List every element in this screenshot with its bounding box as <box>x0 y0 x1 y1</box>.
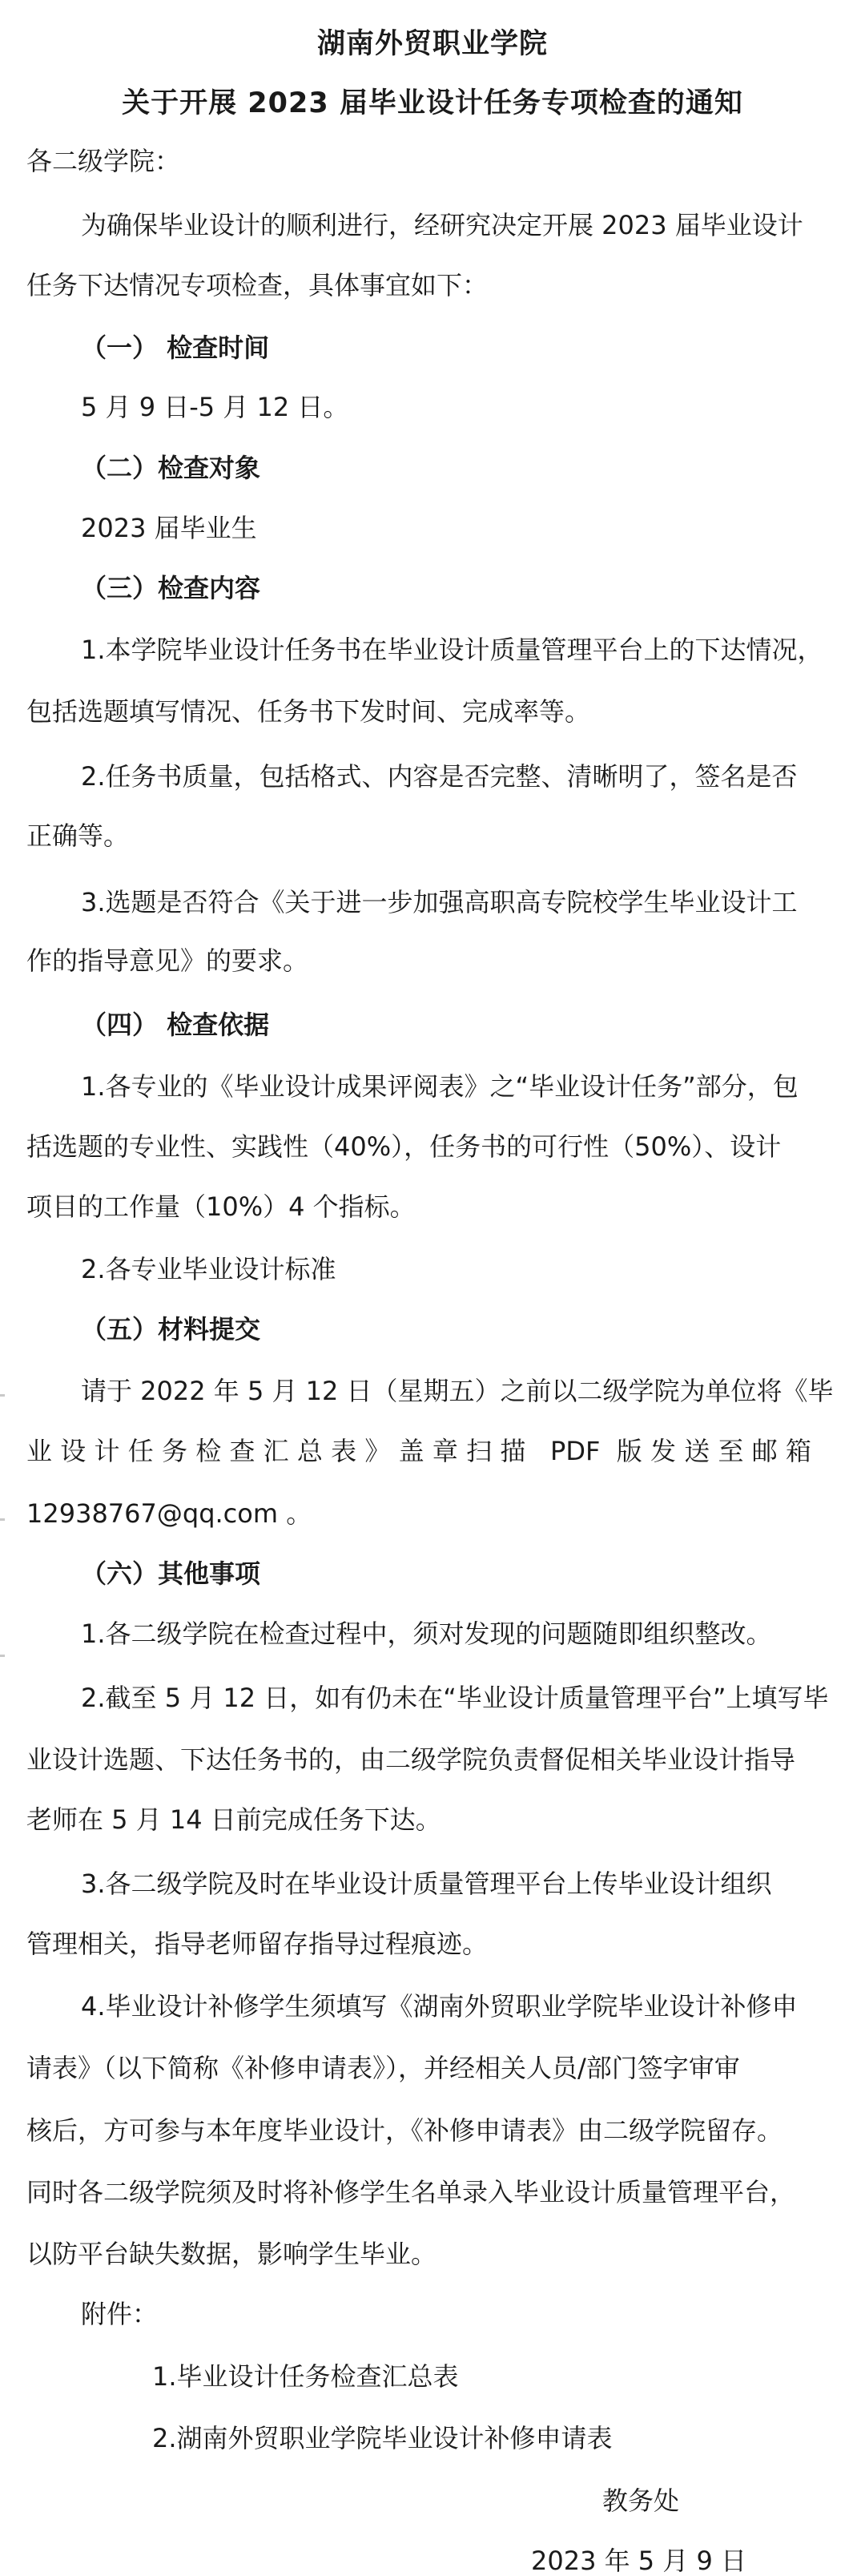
attachments-label: 附件： <box>81 2299 159 2329</box>
section-line: 业设计任务检查汇总表》盖章扫描 PDF 版发送至邮箱 <box>26 1436 811 1466</box>
attachment-item: 1.毕业设计任务检查汇总表 <box>152 2361 459 2392</box>
page-edge-mark <box>0 1394 5 1397</box>
section-line: 4.毕业设计补修学生须填写《湖南外贸职业学院毕业设计补修申 <box>81 1991 798 2022</box>
section-heading-submission: （五）材料提交 <box>81 1314 261 1344</box>
page-edge-mark <box>0 1518 5 1521</box>
section-heading-basis: （四） 检查依据 <box>81 1010 270 1040</box>
email-line: 12938767@qq.com 。 <box>26 1498 312 1529</box>
section-line: 5 月 9 日-5 月 12 日。 <box>81 392 349 422</box>
section-line: 包括选题填写情况、任务书下发时间、完成率等。 <box>26 696 591 727</box>
section-line: 请于 2022 年 5 月 12 日（星期五）之前以二级学院为单位将《毕 <box>81 1376 834 1406</box>
section-line: 正确等。 <box>26 820 130 851</box>
section-heading-time: （一） 检查时间 <box>81 333 270 363</box>
page-edge-mark <box>0 1655 5 1657</box>
section-line: 老师在 5 月 14 日前完成任务下达。 <box>26 1804 441 1835</box>
notice-title: 关于开展 2023 届毕业设计任务专项检查的通知 <box>122 87 743 119</box>
section-line: 1.各专业的《毕业设计成果评阅表》之“毕业设计任务”部分，包 <box>81 1071 799 1102</box>
issue-date: 2023 年 5 月 9 日 <box>531 2546 747 2576</box>
section-line: 3.各二级学院及时在毕业设计质量管理平台上传毕业设计组织 <box>81 1869 772 1899</box>
section-line: 业设计选题、下达任务书的，由二级学院负责督促相关毕业设计指导 <box>26 1744 796 1775</box>
section-line: 以防平台缺失数据，影响学生毕业。 <box>26 2239 437 2269</box>
intro-line: 为确保毕业设计的顺利进行，经研究决定开展 2023 届毕业设计 <box>81 210 803 240</box>
section-line: 1.各二级学院在检查过程中，须对发现的问题随即组织整改。 <box>81 1619 772 1649</box>
section-line: 括选题的专业性、实践性（40%），任务书的可行性（50%）、设计 <box>26 1131 782 1162</box>
section-heading-content: （三）检查内容 <box>81 573 261 603</box>
section-line: 2023 届毕业生 <box>81 513 257 543</box>
section-line: 管理相关，指导老师留存指导过程痕迹。 <box>26 1929 489 1959</box>
attachment-item: 2.湖南外贸职业学院毕业设计补修申请表 <box>152 2423 613 2453</box>
section-line: 请表》（以下简称《补修申请表》），并经相关人员/部门签字审审 <box>26 2053 740 2083</box>
section-heading-other: （六）其他事项 <box>81 1558 261 1589</box>
school-title: 湖南外贸职业学院 <box>316 28 548 60</box>
salutation: 各二级学院： <box>26 146 181 176</box>
section-line: 2.各专业毕业设计标准 <box>81 1254 336 1284</box>
issuing-office: 教务处 <box>602 2485 680 2516</box>
intro-line: 任务下达情况专项检查，具体事宜如下： <box>26 270 489 300</box>
section-heading-target: （二）检查对象 <box>81 453 261 483</box>
section-line: 作的指导意见》的要求。 <box>26 945 309 976</box>
section-line: 3.选题是否符合《关于进一步加强高职高专院校学生毕业设计工 <box>81 887 798 917</box>
section-line: 2.任务书质量，包括格式、内容是否完整、清晰明了，签名是否 <box>81 761 798 792</box>
section-line: 核后，方可参与本年度毕业设计，《补修申请表》由二级学院留存。 <box>26 2115 783 2146</box>
section-line: 1.本学院毕业设计任务书在毕业设计质量管理平台上的下达情况， <box>81 635 823 665</box>
section-line: 项目的工作量（10%）4 个指标。 <box>26 1191 416 1222</box>
section-line: 2.截至 5 月 12 日，如有仍未在“毕业设计质量管理平台”上填写毕 <box>81 1683 829 1713</box>
section-line: 同时各二级学院须及时将补修学生名单录入毕业设计质量管理平台， <box>26 2177 796 2207</box>
